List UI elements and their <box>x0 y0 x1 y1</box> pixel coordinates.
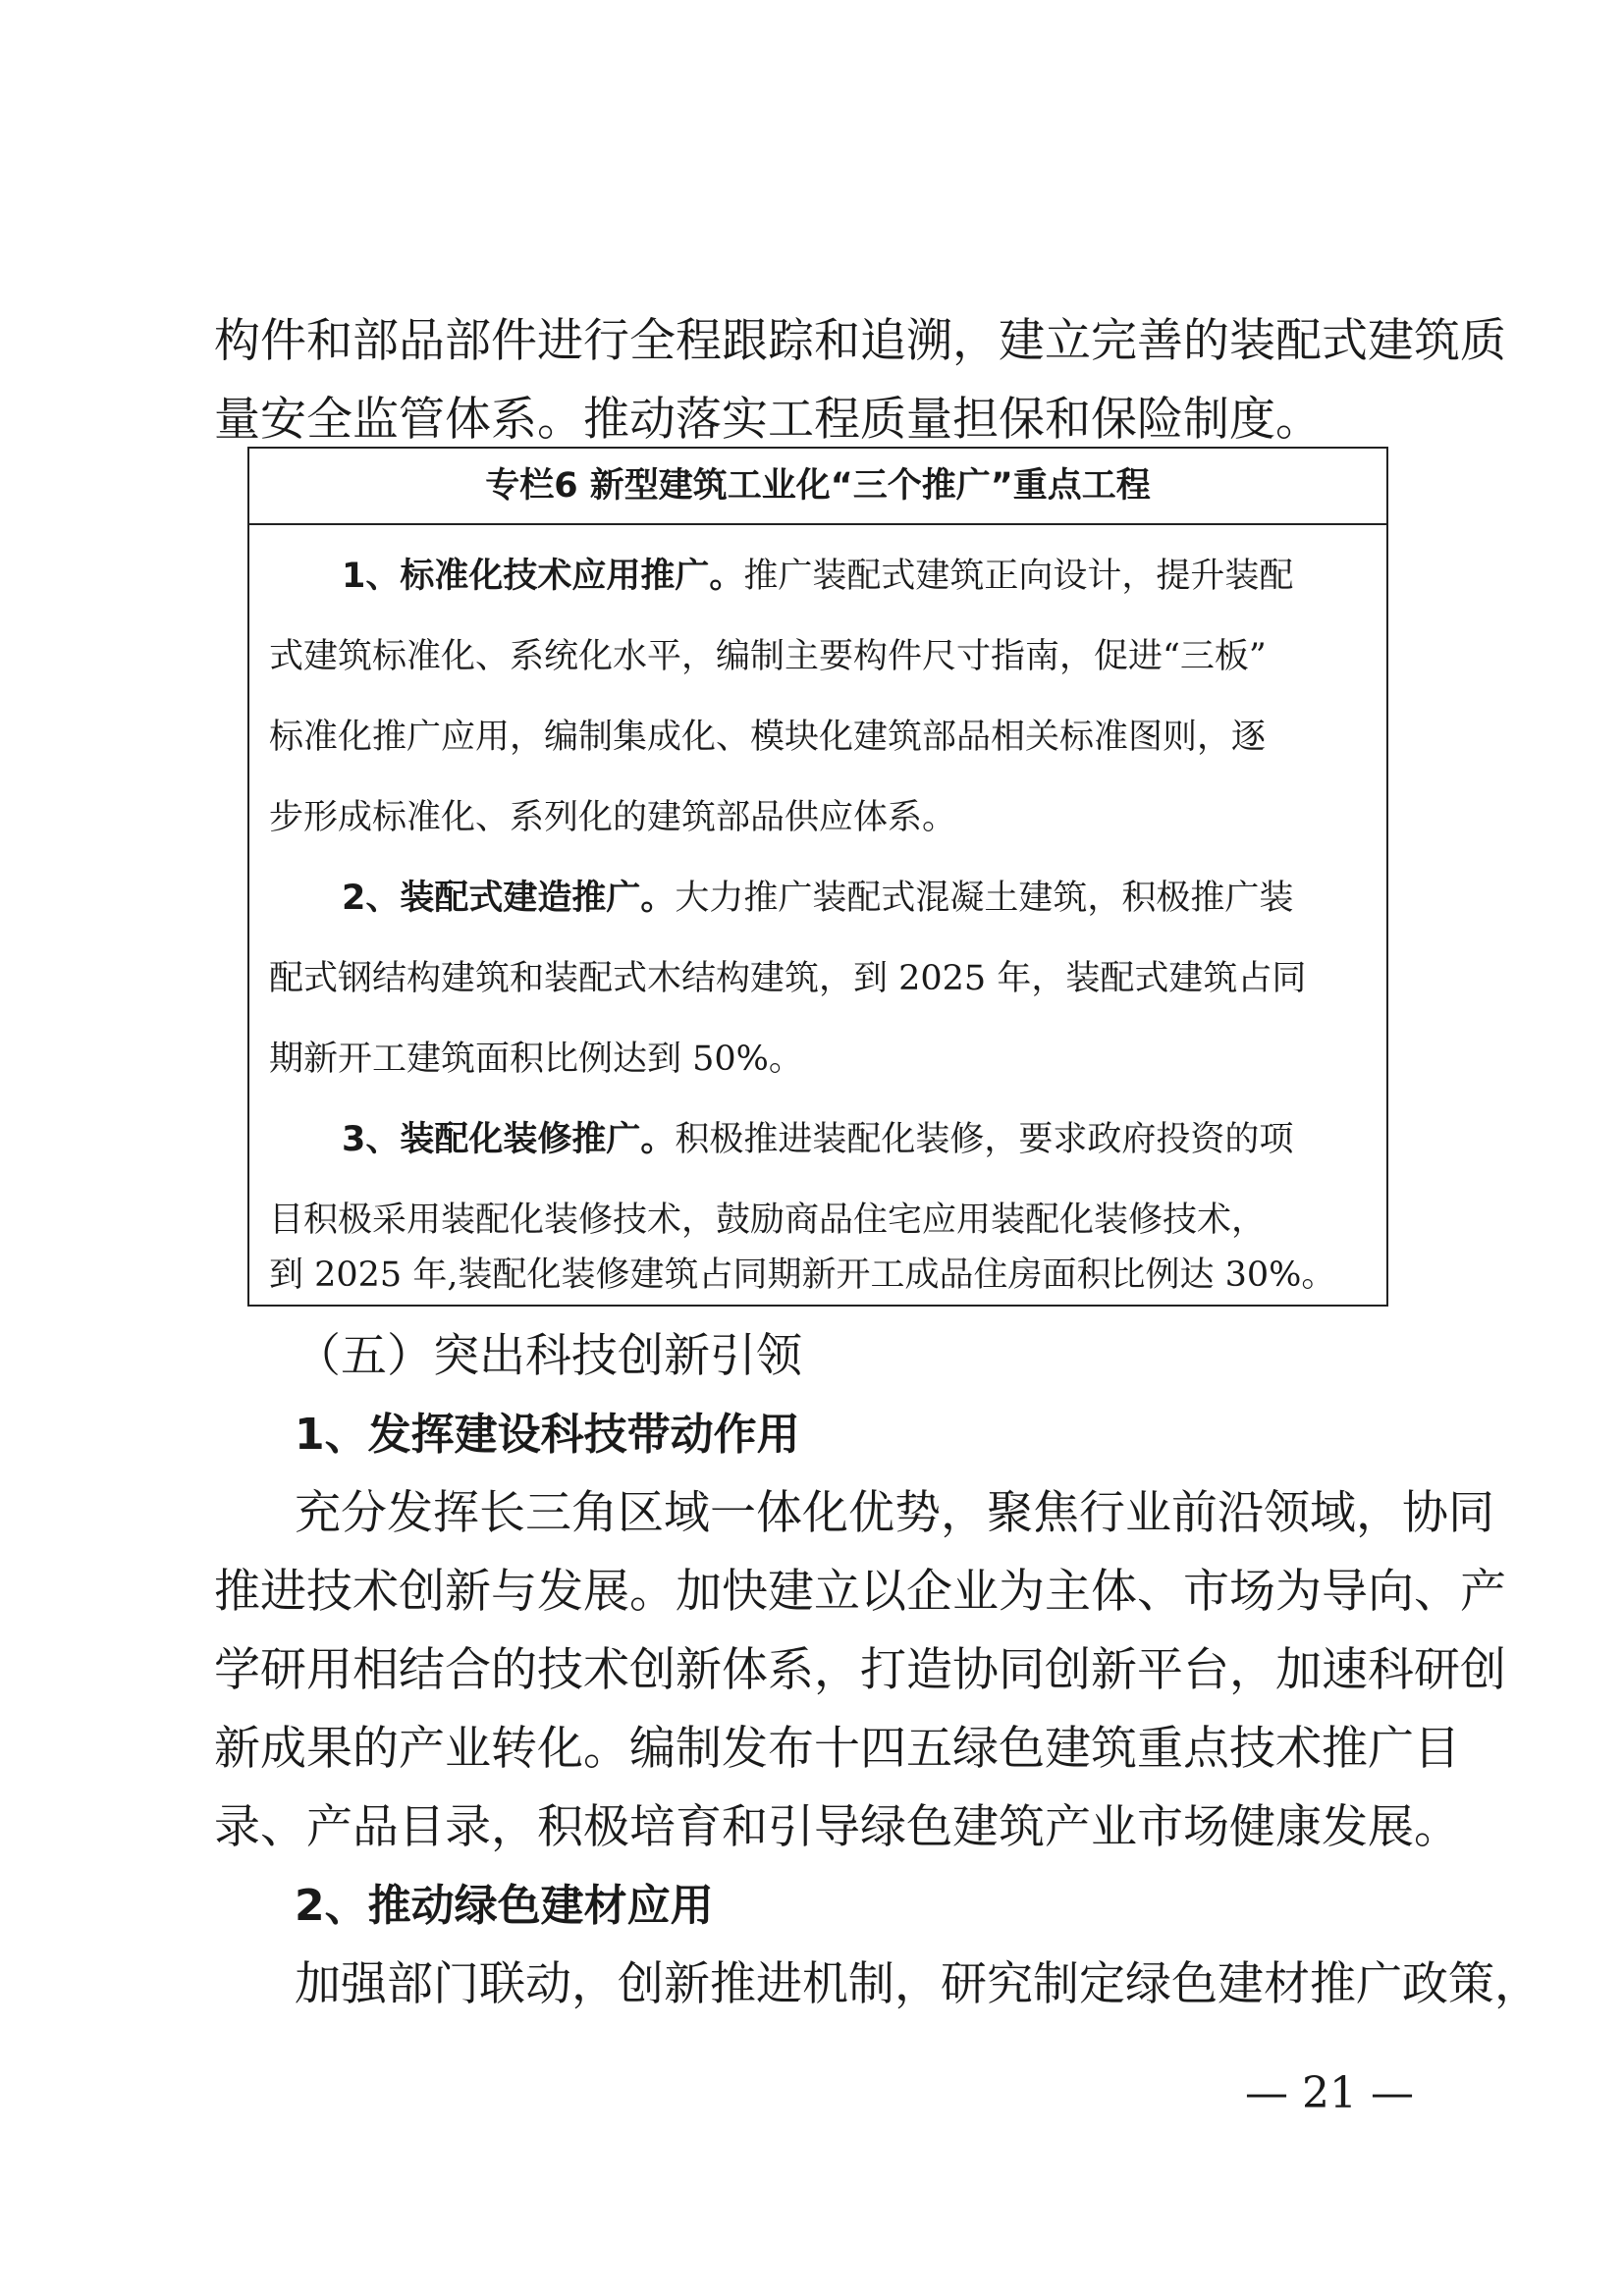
box-item2-label: 2、装配式建造推广。 <box>342 879 676 918</box>
box-item3-line-3: 到 2025 年,装配化装修建筑占同期新开工成品住房面积比例达 30%。 <box>269 1255 1336 1295</box>
intro-line-1: 构件和部品部件进行全程跟踪和追溯，建立完善的装配式建筑质 <box>214 314 1506 368</box>
sub1-heading: 1、发挥建设科技带动作用 <box>295 1410 800 1460</box>
sub2-heading: 2、推动绿色建材应用 <box>295 1881 714 1931</box>
sub2-line-1: 加强部门联动，创新推进机制，研究制定绿色建材推广政策， <box>295 1957 1541 2011</box>
box-item2-first: 大力推广装配式混凝土建筑，积极推广装 <box>675 879 1294 918</box>
box-item3-label: 3、装配化装修推广。 <box>342 1120 676 1159</box>
sub1-line-5: 录、产品目录，积极培育和引导绿色建筑产业市场健康发展。 <box>214 1800 1460 1854</box>
sub1-line-4: 新成果的产业转化。编制发布十四五绿色建筑重点技术推广目 <box>214 1722 1460 1776</box>
box-title: 专栏6 新型建筑工业化“三个推广”重点工程 <box>249 449 1386 525</box>
box-item3-line-2: 目积极采用装配化装修技术，鼓励商品住宅应用装配化装修技术， <box>269 1201 1267 1240</box>
intro-line-2: 量安全监管体系。推动落实工程质量担保和保险制度。 <box>214 393 1322 447</box>
box-item1-label: 1、标准化技术应用推广。 <box>342 557 744 596</box>
sub1-line-1: 充分发挥长三角区域一体化优势，聚焦行业前沿领域，协同 <box>295 1486 1494 1540</box>
box-item3-line-1 <box>342 1118 1371 1161</box>
page-number: — 21 — <box>1245 2068 1414 2118</box>
box-item2-line-3: 期新开工建筑面积比例达到 50%。 <box>269 1040 803 1079</box>
box-item1-line-3: 标准化推广应用，编制集成化、模块化建筑部品相关标准图则，逐 <box>269 718 1267 757</box>
section-title: （五）突出科技创新引领 <box>295 1329 802 1383</box>
box-item1-line-1 <box>342 555 1371 598</box>
sub1-line-2: 推进技术创新与发展。加快建立以企业为主体、市场为导向、产 <box>214 1565 1506 1619</box>
sub1-line-3: 学研用相结合的技术创新体系，打造协同创新平台，加速科研创 <box>214 1643 1506 1697</box>
box-item2-line-1 <box>342 877 1371 920</box>
box-item2-line-2: 配式钢结构建筑和装配式木结构建筑，到 2025 年，装配式建筑占同 <box>269 959 1307 998</box>
box-item3-first: 积极推进装配化装修，要求政府投资的项 <box>675 1120 1294 1159</box>
feature-box <box>247 447 1388 1307</box>
box-item1-line-4: 步形成标准化、系列化的建筑部品供应体系。 <box>269 798 957 837</box>
box-item1-first: 推广装配式建筑正向设计，提升装配 <box>743 557 1294 596</box>
box-item1-line-2: 式建筑标准化、系统化水平，编制主要构件尺寸指南，促进“三板” <box>269 637 1267 676</box>
